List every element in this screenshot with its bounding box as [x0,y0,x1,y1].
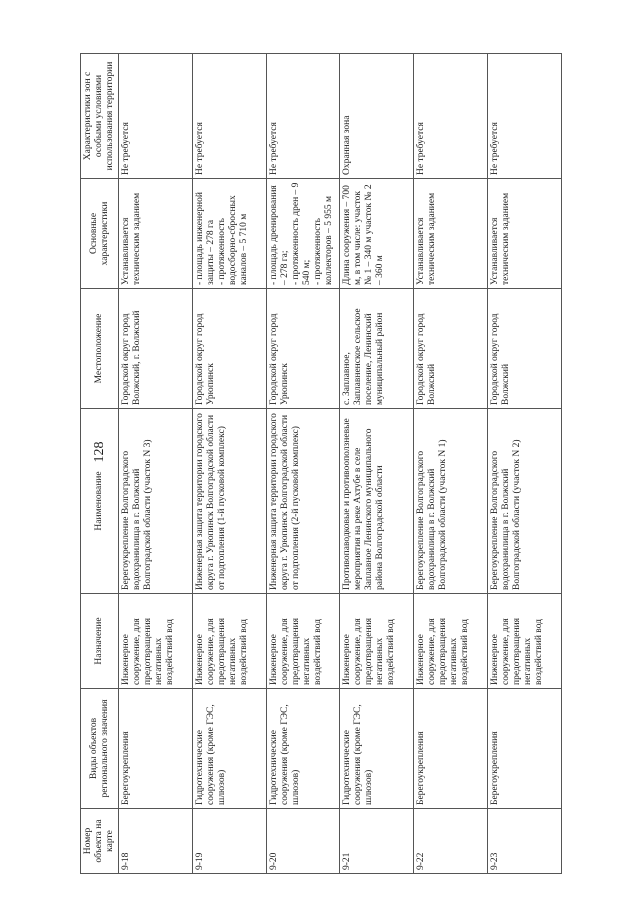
cell-characteristics: Устанавливается техническим заданием [414,179,488,289]
cell-zones: Не требуется [414,54,488,179]
cell-zones: Охранная зона [340,54,414,179]
cell-zones: Не требуется [119,54,193,179]
cell-number: 9-18 [119,809,193,874]
cell-zones: Не требуется [192,54,266,179]
table-row [266,54,340,874]
cell-type: Берегоукрепления [488,689,562,809]
cell-location: с. Заплавное, Заплавненское сельское поселение, Ленинский муниципальный район [340,289,414,409]
cell-name: Берегоукрепление Волгоградского водохранилища в г. Волжский Волгоградской области (участок N 2) [488,409,562,594]
cell-name: Противопаводковые и противооползневые мероприятия на реке Ахтубе в селе Заплавное Ленинского муниципального района Волгоградской области [340,409,414,594]
header-purpose: Назначение [81,594,119,689]
cell-zones: Не требуется [266,54,340,179]
cell-purpose: Инженерное сооружение, для предотвращения негативных воздействий вод [119,594,193,689]
header-type: Виды объектов регионального значения [81,689,119,809]
cell-number: 9-23 [488,809,562,874]
header-location: Местоположение [81,289,119,409]
cell-purpose: Инженерное сооружение, для предотвращения негативных воздействий вод [266,594,340,689]
rotated-table-container [80,54,562,874]
header-name: Наименование [81,409,119,594]
table-row [192,54,266,874]
cell-type: Гидротехнические сооружения (кроме ГЭС, шлюзов) [192,689,266,809]
cell-number: 9-21 [340,809,414,874]
cell-location: Городской округ город Урюпинск [192,289,266,409]
cell-purpose: Инженерное сооружение, для предотвращения негативных воздействий вод [414,594,488,689]
table-row [414,54,488,874]
cell-name: Берегоукрепление Волгоградского водохранилища в г. Волжский Волгоградской области (участок N 1) [414,409,488,594]
cell-type: Гидротехнические сооружения (кроме ГЭС, шлюзов) [266,689,340,809]
cell-characteristics: Длина сооружения – 700 м, в том числе: участок № 1 – 340 м участок № 2 – 360 м [340,179,414,289]
cell-location: Городской округ город Волжский [414,289,488,409]
cell-type: Берегоукрепления [414,689,488,809]
table-row [340,54,414,874]
cell-number: 9-19 [192,809,266,874]
cell-purpose: Инженерное сооружение, для предотвращения негативных воздействий вод [488,594,562,689]
header-zones: Характеристики зон с особыми условиями использования территории [81,54,119,179]
cell-name: Инженерная защита территории городского округа г. Урюпинск Волгоградской области от подтопления (2-й пусковой комплекс) [266,409,340,594]
objects-table [80,53,562,874]
cell-location: Городской округ город Урюпинск [266,289,340,409]
cell-number: 9-22 [414,809,488,874]
cell-characteristics: Устанавливается техническим заданием [488,179,562,289]
header-characteristics: Основные характеристики [81,179,119,289]
table-row [488,54,562,874]
header-number: Номер объекта на карте [81,809,119,874]
cell-characteristics: - площадь дренирования – 278 га; - протяженность дрен – 9 540 м; - протяженность коллекторов – 5 955 м [266,179,340,289]
cell-name: Инженерная защита территории городского округа г. Урюпинск Волгоградской области от подтопления (1-й пусковой комплекс) [192,409,266,594]
cell-type: Гидротехнические сооружения (кроме ГЭС, шлюзов) [340,689,414,809]
cell-purpose: Инженерное сооружение, для предотвращения негативных воздействий вод [340,594,414,689]
cell-zones: Не требуется [488,54,562,179]
table-row [119,54,193,874]
cell-type: Берегоукрепления [119,689,193,809]
cell-purpose: Инженерное сооружение, для предотвращения негативных воздействий вод [192,594,266,689]
cell-number: 9-20 [266,809,340,874]
cell-characteristics: Устанавливается техническим заданием [119,179,193,289]
cell-characteristics: - площадь инженерной защиты – 278 га - протяженность водосборно-сбросных каналов – 5 710 м [192,179,266,289]
cell-name: Берегоукрепление Волгоградского водохранилища в г. Волжский Волгоградской области (участок N 3) [119,409,193,594]
cell-location: Городской округ город Волжский, г. Волжский [119,289,193,409]
table-header-row [81,54,119,874]
page-number: 128 [92,441,107,463]
cell-location: Городской округ город Волжский [488,289,562,409]
